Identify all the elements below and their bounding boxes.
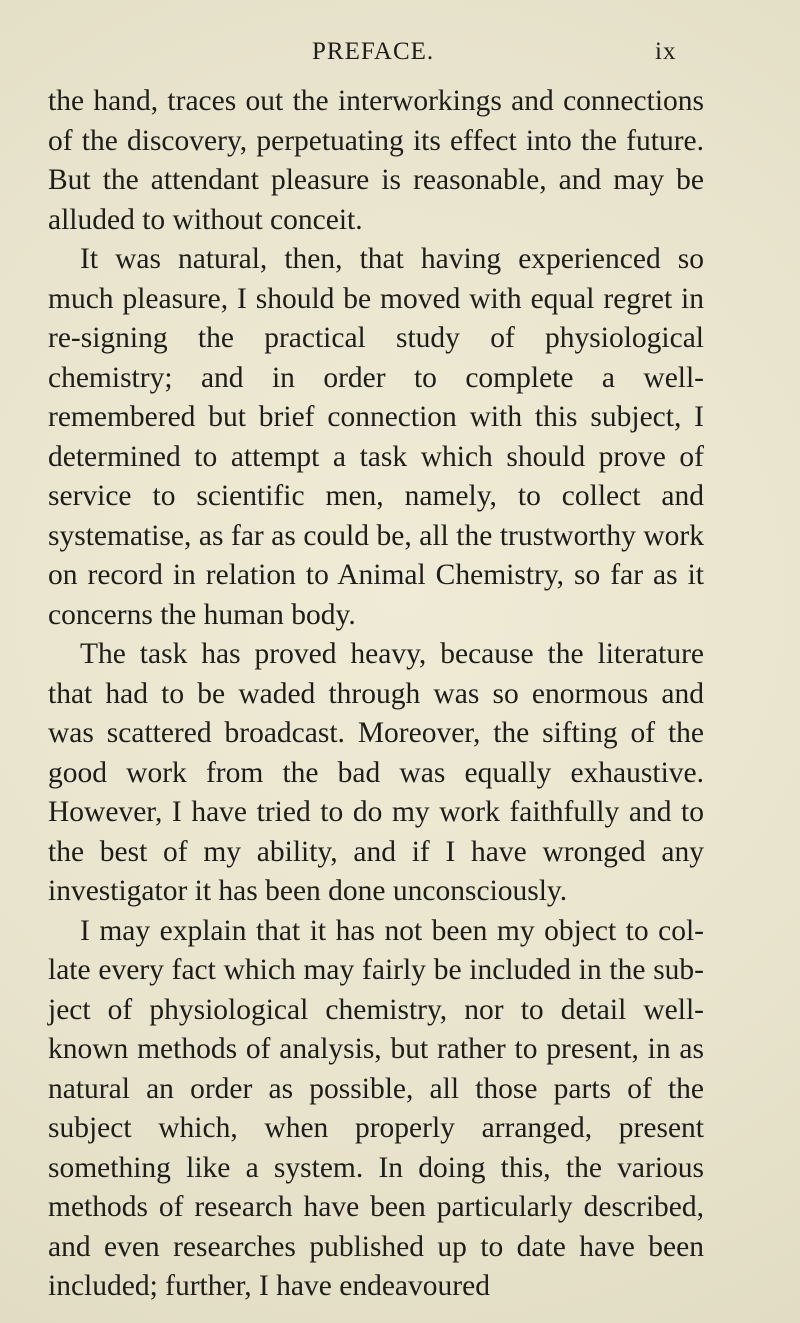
paragraph-2: It was natural, then, that having experienced so much pleasure, I should be moved with equal regret in re-signing the practical study of physiological chemistry; and in order to complete a well-remembered but brief connection with this subject, I determined to attempt a task which should prove of service to scientific men, namely, to collect and systematise, as far as could be, all the trustworthy work on record in relation to Animal Chemistry, so far as it concerns the human body.: [48, 243, 704, 631]
running-head: [0, 38, 800, 72]
page-title: PREFACE.: [312, 38, 435, 65]
paragraph-3: The task has proved heavy, because the literature that had to be waded through was so enormous and was scattered broadcast. Moreover, the sifting of the good work from the bad was equally exhaustive. However, I have tried to do my work faithfully and to the best of my ability, and if I have wronged any investigator it has been done unconsciously.: [48, 638, 704, 907]
page-number: ix: [655, 38, 677, 65]
paragraph-1: the hand, traces out the interworkings and connections of the discovery, perpetuating its effect into the future. But the attendant pleasure is reasonable, and may be alluded to without conceit.: [48, 85, 704, 236]
body-text: [48, 82, 704, 1307]
paragraph-4: I may explain that it has not been my object to col-late every fact which may fairly be included in the sub-ject of physiological chemistry, nor to detail well-known methods of analysis, but rather to present, in as natural an order as possible, all those parts of the subject which, when properly arranged, present something like a system. In doing this, the various methods of research have been particularly described, and even researches published up to date have been included; further, I have endeavoured: [48, 914, 704, 1302]
